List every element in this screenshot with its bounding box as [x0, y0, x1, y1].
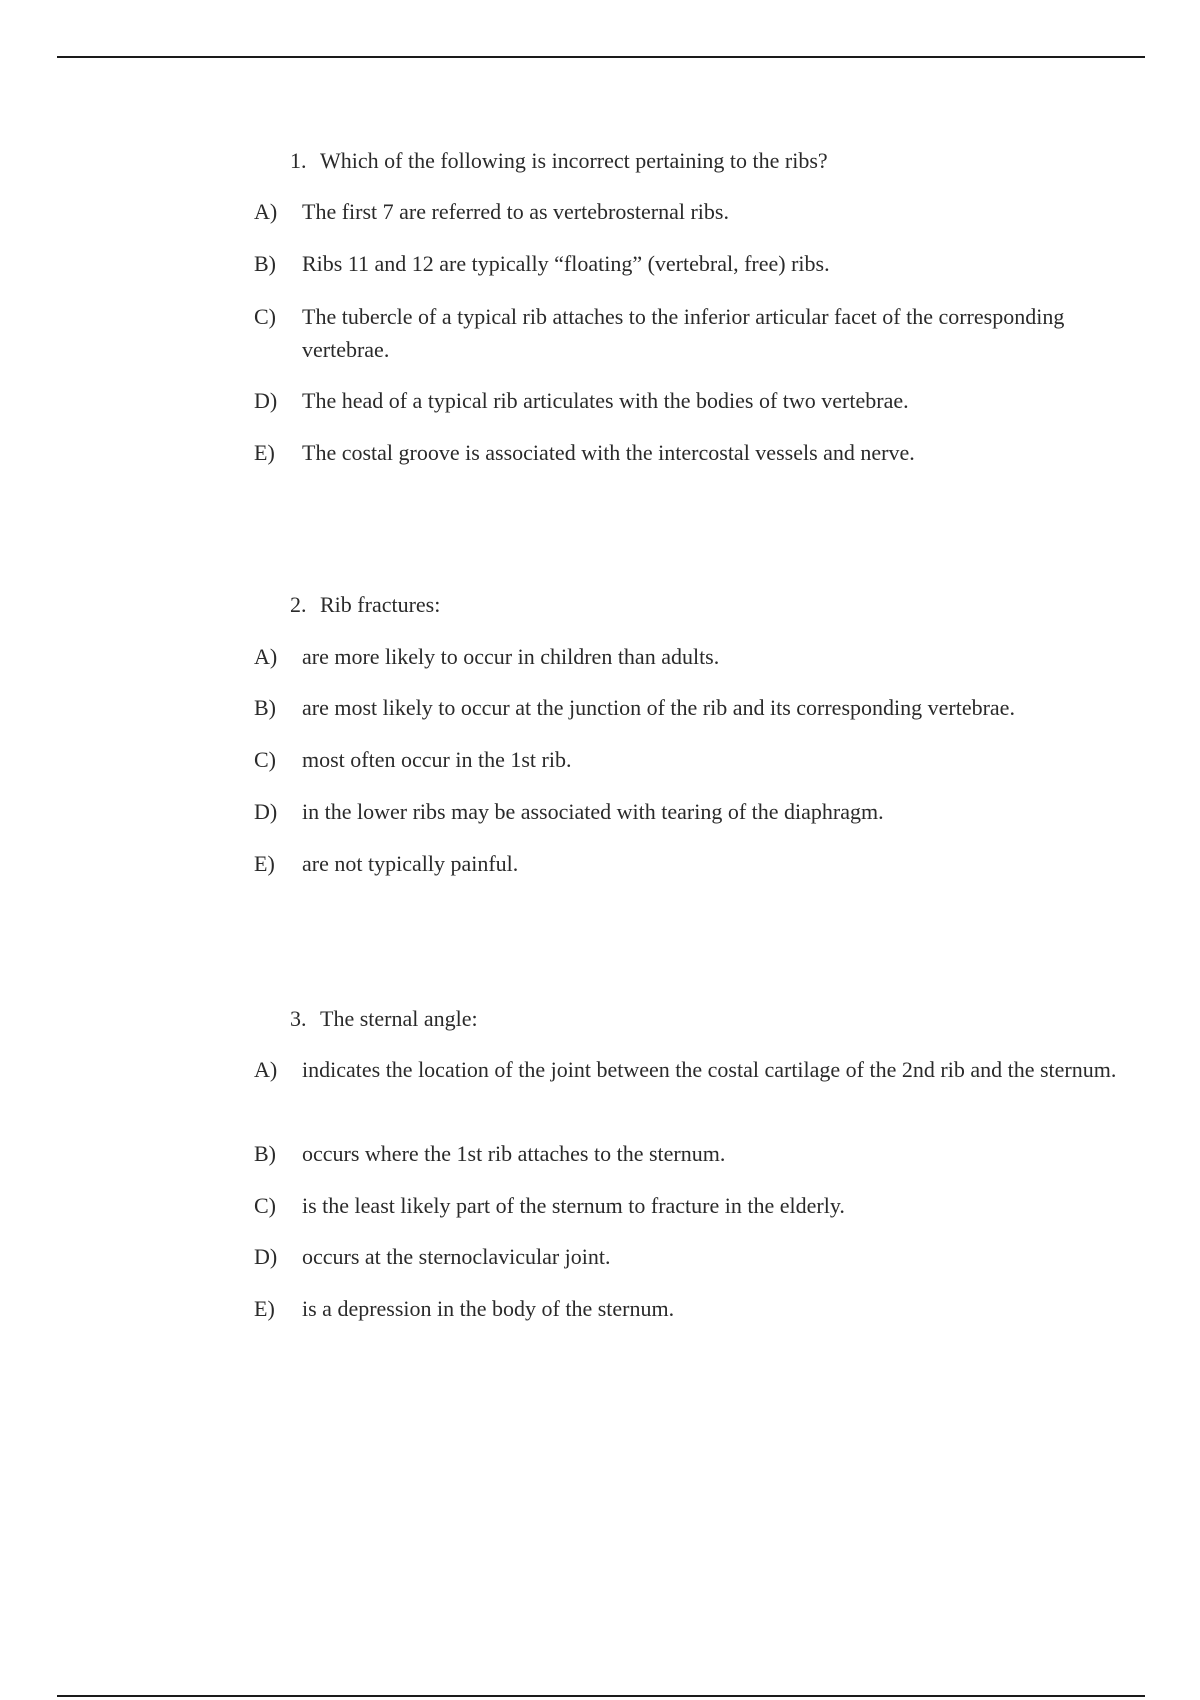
- option-text: is the least likely part of the sternum to fracture in the elderly.: [302, 1193, 845, 1218]
- question-number: 2.: [290, 592, 307, 617]
- question-number: 3.: [290, 1006, 307, 1031]
- question-stem: [290, 148, 828, 174]
- option-text: is a depression in the body of the sternum.: [302, 1296, 675, 1321]
- option-text: indicates the location of the joint between the costal cartilage of the 2nd rib and the sternum.: [302, 1057, 1117, 1082]
- option-letter: D): [254, 388, 278, 413]
- option-d: [254, 384, 1124, 417]
- option-text: The costal groove is associated with the intercostal vessels and nerve.: [302, 440, 915, 465]
- option-letter: E): [254, 1296, 275, 1321]
- option-letter: D): [254, 799, 278, 824]
- option-c: [254, 300, 1124, 366]
- option-text: occurs at the sternoclavicular joint.: [302, 1244, 611, 1269]
- option-letter: A): [254, 1057, 278, 1082]
- option-text: are not typically painful.: [302, 851, 519, 876]
- footer-rule: [57, 1695, 1145, 1697]
- option-e: [254, 436, 1124, 469]
- option-letter: E): [254, 851, 275, 876]
- option-c: [254, 1189, 1124, 1222]
- option-d: [254, 795, 1124, 828]
- option-e: [254, 847, 1124, 880]
- option-text: The head of a typical rib articulates with the bodies of two vertebrae.: [302, 388, 909, 413]
- option-b: [254, 247, 1124, 280]
- question-text: Rib fractures:: [320, 592, 441, 617]
- option-letter: C): [254, 747, 276, 772]
- option-text: are most likely to occur at the junction of the rib and its corresponding vertebrae.: [302, 695, 1015, 720]
- option-text: The first 7 are referred to as vertebrosternal ribs.: [302, 199, 729, 224]
- question-number: 1.: [290, 148, 307, 173]
- option-text: in the lower ribs may be associated with tearing of the diaphragm.: [302, 799, 884, 824]
- question-text: Which of the following is incorrect pertaining to the ribs?: [320, 148, 828, 173]
- question-stem: [290, 592, 440, 618]
- question-text: The sternal angle:: [320, 1006, 478, 1031]
- option-letter: A): [254, 644, 278, 669]
- option-a: [254, 1053, 1124, 1086]
- question-stem: [290, 1006, 478, 1032]
- option-letter: B): [254, 251, 276, 276]
- option-text: The tubercle of a typical rib attaches to the inferior articular facet of the corresponding vertebrae.: [302, 304, 1065, 362]
- option-a: [254, 640, 1124, 673]
- option-e: [254, 1292, 1124, 1325]
- option-letter: E): [254, 440, 275, 465]
- option-text: Ribs 11 and 12 are typically “floating” (vertebral, free) ribs.: [302, 251, 830, 276]
- option-b: [254, 1137, 1124, 1170]
- header-rule: [57, 56, 1145, 58]
- option-letter: B): [254, 695, 276, 720]
- option-letter: B): [254, 1141, 276, 1166]
- option-b: [254, 691, 1124, 724]
- option-c: [254, 743, 1124, 776]
- option-letter: A): [254, 199, 278, 224]
- option-letter: D): [254, 1244, 278, 1269]
- option-text: most often occur in the 1st rib.: [302, 747, 572, 772]
- option-text: occurs where the 1st rib attaches to the sternum.: [302, 1141, 726, 1166]
- option-letter: C): [254, 304, 276, 329]
- option-letter: C): [254, 1193, 276, 1218]
- option-text: are more likely to occur in children than adults.: [302, 644, 720, 669]
- option-d: [254, 1240, 1124, 1273]
- option-a: [254, 195, 1124, 228]
